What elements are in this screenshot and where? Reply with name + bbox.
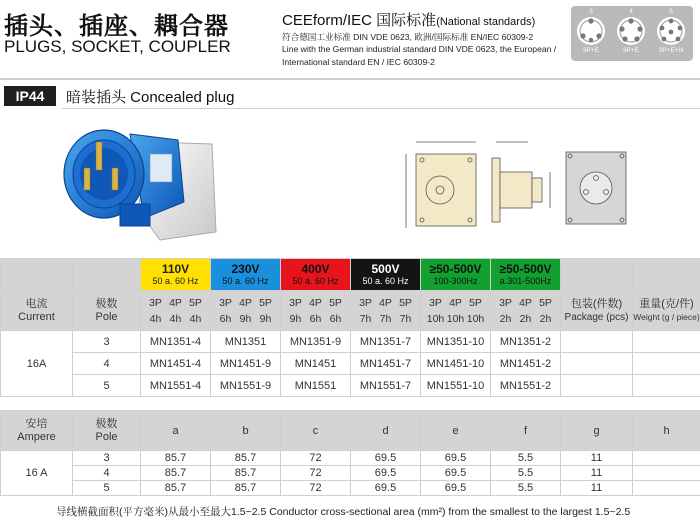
dim-value: 69.5 xyxy=(351,466,421,481)
section-title: 暗装插头 Concealed plug xyxy=(66,86,234,107)
voltage-header xyxy=(351,259,421,291)
corner-cell xyxy=(73,259,141,291)
dim-value: 69.5 xyxy=(421,451,491,466)
table-row xyxy=(1,466,700,481)
table-row xyxy=(1,451,700,466)
pole-label-cn: 极数 xyxy=(73,298,140,311)
pin-config-panel xyxy=(571,6,693,61)
table-row xyxy=(1,331,700,353)
pole-value: 5 xyxy=(73,375,141,397)
product-code: MN1351 xyxy=(211,331,281,353)
pole-value: 5 xyxy=(73,481,141,496)
product-code: MN1551-10 xyxy=(421,375,491,397)
weight-cell xyxy=(633,353,700,375)
dim-header-a: a xyxy=(141,411,211,451)
ampere-label-en: Ampere xyxy=(1,431,72,444)
table-row xyxy=(1,481,700,496)
pole-value: 3 xyxy=(73,451,141,466)
product-code: MN1351-10 xyxy=(421,331,491,353)
pin-config-number: 4 xyxy=(629,8,633,15)
dim-value: 11 xyxy=(561,466,633,481)
dim-value: 69.5 xyxy=(421,466,491,481)
pin-config-number: 5 xyxy=(669,8,673,15)
product-code: MN1451-2 xyxy=(491,353,561,375)
table-row xyxy=(1,353,700,375)
package-cell xyxy=(561,353,633,375)
ampere-value: 16 A xyxy=(1,451,73,496)
product-code: MN1551-9 xyxy=(211,375,281,397)
ip-rating-badge: IP44 xyxy=(4,86,56,106)
product-code: MN1551-7 xyxy=(351,375,421,397)
voltage-frequency: a.301-500Hz xyxy=(491,275,560,287)
voltage-header xyxy=(421,259,491,291)
pole-group-header: 3P 4P 5P 4h 4h 4h xyxy=(141,291,211,331)
pin-config-label: 3P+E xyxy=(583,47,599,54)
pole-label-en: Pole xyxy=(73,311,140,324)
corner-cell xyxy=(561,259,633,291)
pin-config-number: 3 xyxy=(589,8,593,15)
standard-paren: (National standards) xyxy=(436,16,535,28)
weight-header xyxy=(633,291,700,331)
corner-cell xyxy=(633,259,700,291)
voltage-header xyxy=(211,259,281,291)
voltage-value: 400V xyxy=(281,263,350,275)
product-code: MN1451-4 xyxy=(141,353,211,375)
dim-header-e: e xyxy=(421,411,491,451)
dimension-drawings xyxy=(400,132,700,240)
product-code: MN1451-9 xyxy=(211,353,281,375)
voltage-frequency: 50 a. 60 Hz xyxy=(281,275,350,287)
weight-cell xyxy=(633,331,700,353)
current-header xyxy=(1,291,73,331)
dimension-table xyxy=(0,410,700,496)
standard-line-3: International standard EN / IEC 60309-2 xyxy=(282,57,435,67)
pole-group-header: 3P 4P 5P 7h 7h 7h xyxy=(351,291,421,331)
voltage-frequency: 100-300Hz xyxy=(421,275,490,287)
pin-config-4 xyxy=(611,8,651,60)
dim-value: 69.5 xyxy=(351,451,421,466)
standard-main: CEEform/IEC 国际标准 xyxy=(282,12,436,29)
dim-value: 72 xyxy=(281,451,351,466)
dim-value: 85.7 xyxy=(211,481,281,496)
voltage-header xyxy=(281,259,351,291)
product-table xyxy=(0,258,700,397)
pin-diagram-icon xyxy=(575,15,607,47)
product-code: MN1351-9 xyxy=(281,331,351,353)
product-code: MN1351-7 xyxy=(351,331,421,353)
voltage-frequency: 50 a. 60 Hz xyxy=(351,275,420,287)
voltage-value: 500V xyxy=(351,263,420,275)
dim-value: 69.5 xyxy=(351,481,421,496)
pole-value: 4 xyxy=(73,466,141,481)
pin-config-label: 3P+E+N xyxy=(659,47,684,54)
pole-label-en: Pole xyxy=(73,431,140,444)
dim-header-d: d xyxy=(351,411,421,451)
voltage-frequency: 50 a. 60 Hz xyxy=(211,275,280,287)
current-label-en: Current xyxy=(1,311,72,324)
plug-product-photo xyxy=(60,114,220,244)
voltage-value: 230V xyxy=(211,263,280,275)
dim-value: 85.7 xyxy=(211,466,281,481)
standard-line-2: Line with the German industrial standard DIN VDE 0623, the European / xyxy=(282,44,556,54)
dim-value: 72 xyxy=(281,466,351,481)
pole-group-header: 3P 4P 5P 2h 2h 2h xyxy=(491,291,561,331)
dim-value xyxy=(633,451,700,466)
dim-header-b: b xyxy=(211,411,281,451)
voltage-value: ≥50-500V xyxy=(421,263,490,275)
package-cell xyxy=(561,375,633,397)
pole-group-header: 3P 4P 5P 6h 9h 9h xyxy=(211,291,281,331)
pole-value: 3 xyxy=(73,331,141,353)
pole-label-cn: 极数 xyxy=(73,418,140,431)
dim-value: 85.7 xyxy=(211,451,281,466)
pin-diagram-icon xyxy=(615,15,647,47)
standard-line-1: 符合德国工业标准 DIN VDE 0623, 欧洲/国际标准 EN/IEC 60309-2 xyxy=(282,31,533,43)
pole-header xyxy=(73,291,141,331)
product-code: MN1451-10 xyxy=(421,353,491,375)
product-code: MN1351-2 xyxy=(491,331,561,353)
product-code: MN1351-4 xyxy=(141,331,211,353)
pole-value: 4 xyxy=(73,353,141,375)
dim-value xyxy=(633,466,700,481)
pole-header xyxy=(73,411,141,451)
dim-header-g: g xyxy=(561,411,633,451)
product-code: MN1451-7 xyxy=(351,353,421,375)
pole-group-header: 3P 4P 5P 10h 10h 10h xyxy=(421,291,491,331)
dim-value: 11 xyxy=(561,451,633,466)
current-label-cn: 电流 xyxy=(1,298,72,311)
weight-label-en: Weight (g / piece) xyxy=(633,311,700,324)
dim-value: 11 xyxy=(561,481,633,496)
conductor-note: 导线横截面积(平方毫米)从最小至最大1.5~2.5 Conductor cross-sectional area (mm²) from the smallest to the largest 1.5~2.5 xyxy=(56,504,630,519)
product-code: MN1551-4 xyxy=(141,375,211,397)
pin-config-3 xyxy=(571,8,611,60)
dim-value: 72 xyxy=(281,481,351,496)
dim-header-h: h xyxy=(633,411,700,451)
ampere-header xyxy=(1,411,73,451)
pin-config-5 xyxy=(651,8,691,60)
dim-value: 85.7 xyxy=(141,466,211,481)
dim-value: 5.5 xyxy=(491,481,561,496)
voltage-header xyxy=(141,259,211,291)
weight-label-cn: 重量(克/件) xyxy=(633,298,700,311)
title-chinese: 插头、插座、耦合器 xyxy=(4,6,229,41)
dim-header-c: c xyxy=(281,411,351,451)
pin-diagram-icon xyxy=(655,15,687,47)
pin-config-label: 3P+E xyxy=(623,47,639,54)
section-divider xyxy=(62,108,700,109)
voltage-value: ≥50-500V xyxy=(491,263,560,275)
current-value: 16A xyxy=(1,331,73,397)
ampere-label-cn: 安培 xyxy=(1,418,72,431)
dim-header-f: f xyxy=(491,411,561,451)
voltage-header xyxy=(491,259,561,291)
corner-cell xyxy=(1,259,73,291)
product-code: MN1451 xyxy=(281,353,351,375)
package-header xyxy=(561,291,633,331)
dim-value: 85.7 xyxy=(141,481,211,496)
weight-cell xyxy=(633,375,700,397)
dim-value: 69.5 xyxy=(421,481,491,496)
package-label-cn: 包装(件数) xyxy=(561,298,632,311)
product-code: MN1551-2 xyxy=(491,375,561,397)
dim-value: 5.5 xyxy=(491,466,561,481)
voltage-value: 110V xyxy=(141,263,210,275)
dim-value xyxy=(633,481,700,496)
product-code: MN1551 xyxy=(281,375,351,397)
header-divider xyxy=(0,78,700,80)
dim-value: 85.7 xyxy=(141,451,211,466)
voltage-frequency: 50 a. 60 Hz xyxy=(141,275,210,287)
title-english: PLUGS, SOCKET, COUPLER xyxy=(4,37,231,57)
pole-group-header: 3P 4P 5P 9h 6h 6h xyxy=(281,291,351,331)
standard-heading xyxy=(282,9,535,30)
package-label-en: Package (pcs) xyxy=(561,311,632,324)
table-row xyxy=(1,375,700,397)
package-cell xyxy=(561,331,633,353)
dim-value: 5.5 xyxy=(491,451,561,466)
